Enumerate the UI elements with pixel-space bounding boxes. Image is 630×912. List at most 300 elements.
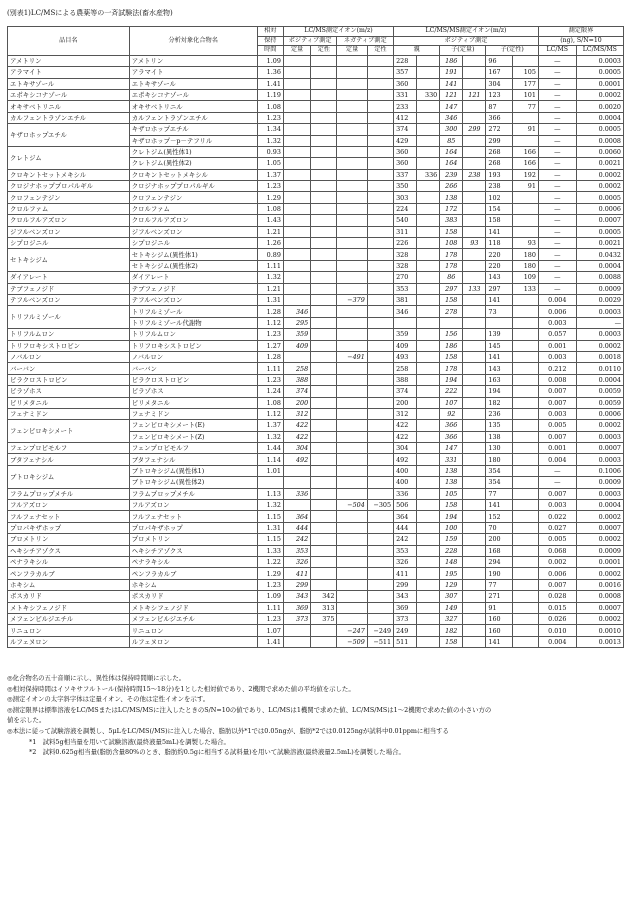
cell-rt: 1.23 xyxy=(257,329,283,340)
cell-name: クロキントセットメキシル xyxy=(8,169,130,180)
cell-oya-2 xyxy=(417,443,440,454)
cell-analyte: ホキシム xyxy=(129,579,257,590)
cell-ko-teisei-2: 109 xyxy=(512,272,538,283)
cell-ko-teiryo: 138 xyxy=(440,192,463,203)
header-ko-teisei: 子(定性) xyxy=(486,46,539,56)
cell-ko-teiryo: 182 xyxy=(440,625,463,636)
cell-oya-2 xyxy=(417,181,440,192)
cell-analyte: フェンピロキシメート(E) xyxy=(129,420,257,431)
cell-oya-2 xyxy=(417,534,440,545)
cell-ko-teiryo-2 xyxy=(463,135,486,146)
cell-rt: 1.11 xyxy=(257,602,283,613)
table-row xyxy=(8,363,624,374)
cell-lod-lcmsms: 0.0002 xyxy=(576,89,623,100)
cell-ko-teiryo: 107 xyxy=(440,397,463,408)
cell-ko-teiryo: 148 xyxy=(440,556,463,567)
cell-oya: 374 xyxy=(394,124,417,135)
cell-neg-teiryo xyxy=(337,135,367,146)
cell-neg-teiryo xyxy=(337,226,367,237)
cell-ko-teiryo-2 xyxy=(463,260,486,271)
cell-pos-teisei xyxy=(311,340,337,351)
cell-ko-teisei: 167 xyxy=(486,67,512,78)
cell-pos-teisei xyxy=(311,101,337,112)
cell-lod-lcms: 0.007 xyxy=(538,397,576,408)
cell-neg-teisei: −511 xyxy=(367,636,393,647)
cell-ko-teiryo: 266 xyxy=(440,181,463,192)
cell-name: クレトジム xyxy=(8,146,130,169)
note: 値を示した。 xyxy=(7,716,46,725)
cell-ko-teisei: 143 xyxy=(486,363,512,374)
cell-oya: 228 xyxy=(394,55,417,66)
cell-oya: 242 xyxy=(394,534,417,545)
cell-ko-teiryo: 297 xyxy=(440,283,463,294)
cell-ko-teisei: 143 xyxy=(486,272,512,283)
cell-neg-teisei xyxy=(367,534,393,545)
cell-neg-teisei xyxy=(367,397,393,408)
cell-pos-teisei xyxy=(311,443,337,454)
cell-analyte: クロルフルアズロン xyxy=(129,215,257,226)
cell-oya: 224 xyxy=(394,203,417,214)
cell-ko-teisei: 163 xyxy=(486,374,512,385)
cell-lod-lcms: 0.007 xyxy=(538,488,576,499)
cell-ko-teiryo: 178 xyxy=(440,363,463,374)
cell-pos-teiryo xyxy=(283,135,310,146)
cell-neg-teisei xyxy=(367,488,393,499)
cell-ko-teisei: 139 xyxy=(486,329,512,340)
cell-pos-teiryo: 200 xyxy=(283,397,310,408)
cell-ko-teisei-2 xyxy=(512,511,538,522)
cell-neg-teisei xyxy=(367,67,393,78)
cell-analyte: カルフェントラゾンエチル xyxy=(129,112,257,123)
cell-lod-lcms: — xyxy=(538,203,576,214)
cell-lod-lcms: 0.008 xyxy=(538,374,576,385)
cell-analyte: ピリメタニル xyxy=(129,397,257,408)
cell-rt: 1.33 xyxy=(257,545,283,556)
cell-oya-2 xyxy=(417,363,440,374)
cell-rt: 1.15 xyxy=(257,534,283,545)
cell-pos-teisei xyxy=(311,465,337,476)
cell-neg-teiryo xyxy=(337,511,367,522)
cell-oya-2 xyxy=(417,625,440,636)
cell-ko-teisei: 354 xyxy=(486,465,512,476)
cell-lod-lcmsms: 0.0008 xyxy=(576,135,623,146)
cell-neg-teiryo xyxy=(337,158,367,169)
cell-oya-2 xyxy=(417,226,440,237)
cell-ko-teiryo: 141 xyxy=(440,78,463,89)
cell-analyte: セトキシジム(異性体1) xyxy=(129,249,257,260)
cell-lod-lcms: — xyxy=(538,465,576,476)
cell-ko-teisei-2 xyxy=(512,545,538,556)
cell-ko-teiryo-2 xyxy=(463,249,486,260)
cell-oya-2 xyxy=(417,556,440,567)
cell-pos-teiryo: 304 xyxy=(283,443,310,454)
cell-lod-lcms: 0.057 xyxy=(538,329,576,340)
cell-ko-teisei-2 xyxy=(512,579,538,590)
cell-ko-teiryo-2 xyxy=(463,397,486,408)
cell-neg-teisei xyxy=(367,55,393,66)
cell-neg-teisei xyxy=(367,477,393,488)
cell-lod-lcmsms: 0.0001 xyxy=(576,556,623,567)
cell-oya: 350 xyxy=(394,181,417,192)
cell-ko-teisei-2 xyxy=(512,500,538,511)
header-rt-1: 相対 xyxy=(257,27,283,37)
cell-oya-2 xyxy=(417,477,440,488)
cell-neg-teiryo xyxy=(337,283,367,294)
table-row xyxy=(8,124,624,135)
cell-pos-teisei xyxy=(311,124,337,135)
cell-analyte: エトキサゾール xyxy=(129,78,257,89)
cell-neg-teisei xyxy=(367,329,393,340)
cell-ko-teiryo-2 xyxy=(463,602,486,613)
cell-ko-teiryo-2 xyxy=(463,272,486,283)
cell-neg-teiryo xyxy=(337,203,367,214)
cell-lod-lcmsms: 0.0006 xyxy=(576,408,623,419)
cell-pos-teisei xyxy=(311,363,337,374)
cell-lod-lcmsms: 0.0003 xyxy=(576,454,623,465)
cell-name: リニュロン xyxy=(8,625,130,636)
cell-oya-2 xyxy=(417,454,440,465)
cell-oya-2 xyxy=(417,192,440,203)
cell-neg-teiryo: −379 xyxy=(337,294,367,305)
cell-ko-teisei: 96 xyxy=(486,55,512,66)
cell-name: ジフルベンズロン xyxy=(8,226,130,237)
cell-ko-teisei: 123 xyxy=(486,89,512,100)
cell-pos-teisei xyxy=(311,534,337,545)
cell-ko-teiryo: 366 xyxy=(440,420,463,431)
cell-pos-teisei xyxy=(311,169,337,180)
cell-lod-lcmsms: 0.0059 xyxy=(576,397,623,408)
cell-neg-teiryo xyxy=(337,112,367,123)
cell-name: ルフェヌロン xyxy=(8,636,130,647)
cell-rt: 1.08 xyxy=(257,203,283,214)
cell-neg-teisei xyxy=(367,431,393,442)
cell-ko-teiryo: 138 xyxy=(440,465,463,476)
cell-lod-lcmsms: 0.0003 xyxy=(576,329,623,340)
cell-oya: 422 xyxy=(394,420,417,431)
header-neg-teisei: 定性 xyxy=(367,46,393,56)
cell-oya: 346 xyxy=(394,306,417,317)
cell-pos-teiryo xyxy=(283,226,310,237)
header-lod-lcmsms: LC/MS/MS xyxy=(576,46,623,56)
cell-ko-teiryo-2 xyxy=(463,408,486,419)
cell-analyte: フルフェナセット xyxy=(129,511,257,522)
cell-ko-teisei: 73 xyxy=(486,306,512,317)
cell-ko-teiryo-2 xyxy=(463,613,486,624)
cell-pos-teiryo: 364 xyxy=(283,511,310,522)
cell-lod-lcmsms: 0.0004 xyxy=(576,374,623,385)
cell-rt: 1.07 xyxy=(257,625,283,636)
cell-pos-teiryo xyxy=(283,192,310,203)
cell-ko-teisei: 294 xyxy=(486,556,512,567)
cell-ko-teisei: 154 xyxy=(486,203,512,214)
cell-ko-teisei: 180 xyxy=(486,454,512,465)
cell-neg-teisei xyxy=(367,591,393,602)
cell-pos-teisei xyxy=(311,625,337,636)
cell-name: フルフェナセット xyxy=(8,511,130,522)
cell-ko-teiryo: 239 xyxy=(440,169,463,180)
cell-neg-teiryo xyxy=(337,465,367,476)
cell-neg-teiryo xyxy=(337,522,367,533)
cell-neg-teiryo xyxy=(337,579,367,590)
cell-pos-teiryo: 326 xyxy=(283,556,310,567)
cell-ko-teisei: 141 xyxy=(486,351,512,362)
cell-ko-teisei: 77 xyxy=(486,579,512,590)
cell-neg-teisei: −305 xyxy=(367,500,393,511)
cell-lod-lcmsms: 0.0009 xyxy=(576,283,623,294)
table-row xyxy=(8,579,624,590)
cell-neg-teisei xyxy=(367,454,393,465)
cell-ko-teisei: 194 xyxy=(486,386,512,397)
cell-ko-teisei: 145 xyxy=(486,340,512,351)
table-row xyxy=(8,203,624,214)
cell-lod-lcms: 0.026 xyxy=(538,613,576,624)
cell-lod-lcmsms: 0.0003 xyxy=(576,488,623,499)
table-row xyxy=(8,306,624,317)
cell-pos-teisei xyxy=(311,386,337,397)
cell-pos-teisei xyxy=(311,522,337,533)
table-row xyxy=(8,215,624,226)
cell-lod-lcmsms: 0.0002 xyxy=(576,169,623,180)
cell-ko-teisei-2 xyxy=(512,192,538,203)
cell-rt: 1.29 xyxy=(257,192,283,203)
cell-oya-2 xyxy=(417,101,440,112)
cell-rt: 1.32 xyxy=(257,431,283,442)
cell-lod-lcms: 0.005 xyxy=(538,534,576,545)
cell-ko-teiryo: 195 xyxy=(440,568,463,579)
cell-oya: 373 xyxy=(394,613,417,624)
cell-rt: 1.12 xyxy=(257,408,283,419)
cell-ko-teiryo: 164 xyxy=(440,158,463,169)
cell-rt: 1.01 xyxy=(257,465,283,476)
cell-neg-teiryo xyxy=(337,124,367,135)
cell-analyte: ルフェヌロン xyxy=(129,636,257,647)
cell-oya-2 xyxy=(417,283,440,294)
cell-name: トリフロキシストロビン xyxy=(8,340,130,351)
cell-ko-teisei-2 xyxy=(512,112,538,123)
header-pos-teisei: 定性 xyxy=(311,46,337,56)
cell-pos-teiryo xyxy=(283,78,310,89)
cell-analyte: プロメトリン xyxy=(129,534,257,545)
cell-ko-teiryo-2 xyxy=(463,488,486,499)
cell-ko-teiryo-2 xyxy=(463,351,486,362)
cell-oya: 353 xyxy=(394,545,417,556)
header-oya: 親 xyxy=(394,46,440,56)
cell-pos-teiryo xyxy=(283,101,310,112)
cell-lod-lcmsms: 0.0432 xyxy=(576,249,623,260)
cell-neg-teisei xyxy=(367,386,393,397)
cell-lod-lcms: 0.003 xyxy=(538,408,576,419)
cell-name: ペナラキシル xyxy=(8,556,130,567)
cell-name: テブフェノジド xyxy=(8,283,130,294)
cell-rt xyxy=(257,477,283,488)
cell-neg-teisei xyxy=(367,181,393,192)
cell-pos-teiryo: 359 xyxy=(283,329,310,340)
cell-pos-teisei xyxy=(311,556,337,567)
cell-pos-teiryo: 422 xyxy=(283,420,310,431)
cell-ko-teisei-2 xyxy=(512,625,538,636)
cell-analyte: アメトリン xyxy=(129,55,257,66)
cell-neg-teisei xyxy=(367,340,393,351)
cell-lod-lcmsms: 0.0060 xyxy=(576,146,623,157)
cell-ko-teiryo: 186 xyxy=(440,340,463,351)
cell-name: ブトロキシジム xyxy=(8,465,130,488)
cell-ko-teiryo: 172 xyxy=(440,203,463,214)
cell-ko-teiryo-2: 93 xyxy=(463,238,486,249)
cell-oya: 200 xyxy=(394,397,417,408)
cell-pos-teiryo: 336 xyxy=(283,488,310,499)
cell-lod-lcmsms: 0.0004 xyxy=(576,112,623,123)
cell-analyte: ペンフラカルブ xyxy=(129,568,257,579)
cell-ko-teiryo-2 xyxy=(463,465,486,476)
cell-pos-teisei xyxy=(311,203,337,214)
cell-ko-teisei-2 xyxy=(512,602,538,613)
cell-analyte: エポキシコナゾール xyxy=(129,89,257,100)
cell-ko-teiryo-2 xyxy=(463,522,486,533)
page-title: (別表1)LC/MSによる農薬等の一斉試験法(畜水産物) xyxy=(7,9,173,17)
cell-ko-teiryo-2 xyxy=(463,317,486,328)
cell-ko-teisei: 130 xyxy=(486,443,512,454)
cell-rt: 1.15 xyxy=(257,511,283,522)
cell-neg-teisei xyxy=(367,306,393,317)
cell-ko-teiryo-2 xyxy=(463,203,486,214)
table-row xyxy=(8,329,624,340)
cell-analyte: ジフルベンズロン xyxy=(129,226,257,237)
cell-ko-teiryo-2 xyxy=(463,158,486,169)
table-row xyxy=(8,397,624,408)
cell-neg-teisei xyxy=(367,135,393,146)
cell-analyte: フルアズロン xyxy=(129,500,257,511)
cell-lod-lcmsms: 0.0020 xyxy=(576,101,623,112)
cell-lod-lcms: 0.007 xyxy=(538,386,576,397)
cell-neg-teisei xyxy=(367,226,393,237)
cell-rt: 1.09 xyxy=(257,591,283,602)
cell-analyte: テブフェノジド xyxy=(129,283,257,294)
cell-ko-teiryo-2 xyxy=(463,386,486,397)
cell-ko-teisei-2 xyxy=(512,55,538,66)
cell-neg-teiryo xyxy=(337,374,367,385)
cell-ko-teiryo-2 xyxy=(463,112,486,123)
cell-oya-2 xyxy=(417,511,440,522)
cell-oya-2 xyxy=(417,397,440,408)
cell-lod-lcmsms: 0.0059 xyxy=(576,386,623,397)
cell-neg-teisei xyxy=(367,294,393,305)
note: *1 試料5g相当量を用いて試験溶液(最終液量5mL)を調製した場合。 xyxy=(29,737,230,746)
cell-analyte: ボスカリド xyxy=(129,591,257,602)
cell-neg-teisei xyxy=(367,465,393,476)
cell-pos-teisei xyxy=(311,431,337,442)
cell-ko-teisei: 200 xyxy=(486,534,512,545)
cell-neg-teiryo xyxy=(337,317,367,328)
cell-neg-teisei xyxy=(367,249,393,260)
cell-pos-teiryo: 299 xyxy=(283,579,310,590)
cell-ko-teiryo: 159 xyxy=(440,534,463,545)
table-row xyxy=(8,55,624,66)
cell-lod-lcmsms: 0.0004 xyxy=(576,500,623,511)
cell-ko-teisei: 91 xyxy=(486,602,512,613)
cell-lod-lcmsms: 0.0021 xyxy=(576,158,623,169)
cell-rt: 1.26 xyxy=(257,238,283,249)
cell-analyte: トリフルムロン xyxy=(129,329,257,340)
cell-ko-teiryo-2 xyxy=(463,192,486,203)
cell-oya: 411 xyxy=(394,568,417,579)
cell-oya: 400 xyxy=(394,477,417,488)
cell-oya-2 xyxy=(417,579,440,590)
cell-oya: 409 xyxy=(394,340,417,351)
cell-oya-2: 330 xyxy=(417,89,440,100)
cell-lod-lcmsms: 0.0004 xyxy=(576,260,623,271)
cell-ko-teiryo: 149 xyxy=(440,602,463,613)
cell-lod-lcmsms: 0.0021 xyxy=(576,238,623,249)
cell-pos-teisei xyxy=(311,317,337,328)
cell-neg-teisei xyxy=(367,374,393,385)
cell-lod-lcms: — xyxy=(538,112,576,123)
cell-oya-2 xyxy=(417,158,440,169)
cell-rt: 1.14 xyxy=(257,454,283,465)
cell-oya-2 xyxy=(417,613,440,624)
cell-ko-teisei-2 xyxy=(512,420,538,431)
cell-lod-lcmsms: 0.0005 xyxy=(576,67,623,78)
cell-ko-teisei: 220 xyxy=(486,249,512,260)
cell-ko-teisei-2 xyxy=(512,340,538,351)
cell-lod-lcmsms: 0.0003 xyxy=(576,55,623,66)
cell-oya-2 xyxy=(417,112,440,123)
cell-ko-teiryo: 327 xyxy=(440,613,463,624)
cell-ko-teiryo-2 xyxy=(463,181,486,192)
table-row xyxy=(8,169,624,180)
cell-rt: 1.32 xyxy=(257,135,283,146)
cell-pos-teiryo: 409 xyxy=(283,340,310,351)
cell-lod-lcms: 0.027 xyxy=(538,522,576,533)
cell-pos-teiryo xyxy=(283,272,310,283)
cell-neg-teiryo xyxy=(337,306,367,317)
cell-oya: 337 xyxy=(394,169,417,180)
cell-lod-lcms: 0.212 xyxy=(538,363,576,374)
cell-oya: 511 xyxy=(394,636,417,647)
cell-ko-teiryo: 158 xyxy=(440,226,463,237)
cell-lod-lcmsms: 0.0029 xyxy=(576,294,623,305)
cell-ko-teisei-2 xyxy=(512,329,538,340)
cell-oya: 304 xyxy=(394,443,417,454)
cell-oya-2 xyxy=(417,545,440,556)
cell-oya-2 xyxy=(417,420,440,431)
cell-oya-2 xyxy=(417,602,440,613)
cell-ko-teisei: 238 xyxy=(486,181,512,192)
cell-analyte: ピラクロストロビン xyxy=(129,374,257,385)
cell-oya-2 xyxy=(417,568,440,579)
table-row xyxy=(8,67,624,78)
cell-oya: 258 xyxy=(394,363,417,374)
cell-pos-teisei xyxy=(311,158,337,169)
cell-ko-teiryo: 194 xyxy=(440,374,463,385)
cell-ko-teisei-2 xyxy=(512,294,538,305)
cell-oya-2 xyxy=(417,465,440,476)
cell-pos-teisei xyxy=(311,545,337,556)
cell-pos-teiryo: 346 xyxy=(283,306,310,317)
cell-pos-teisei xyxy=(311,78,337,89)
cell-neg-teisei xyxy=(367,511,393,522)
cell-neg-teiryo xyxy=(337,340,367,351)
cell-rt: 0.93 xyxy=(257,146,283,157)
cell-neg-teiryo: −491 xyxy=(337,351,367,362)
table-row xyxy=(8,556,624,567)
cell-analyte: キザロホップ－p－テフリル xyxy=(129,135,257,146)
cell-pos-teiryo xyxy=(283,294,310,305)
header-lod-1: 測定限界 xyxy=(538,27,623,37)
cell-pos-teisei xyxy=(311,294,337,305)
table-row xyxy=(8,568,624,579)
cell-rt: 1.27 xyxy=(257,340,283,351)
cell-rt: 1.23 xyxy=(257,374,283,385)
